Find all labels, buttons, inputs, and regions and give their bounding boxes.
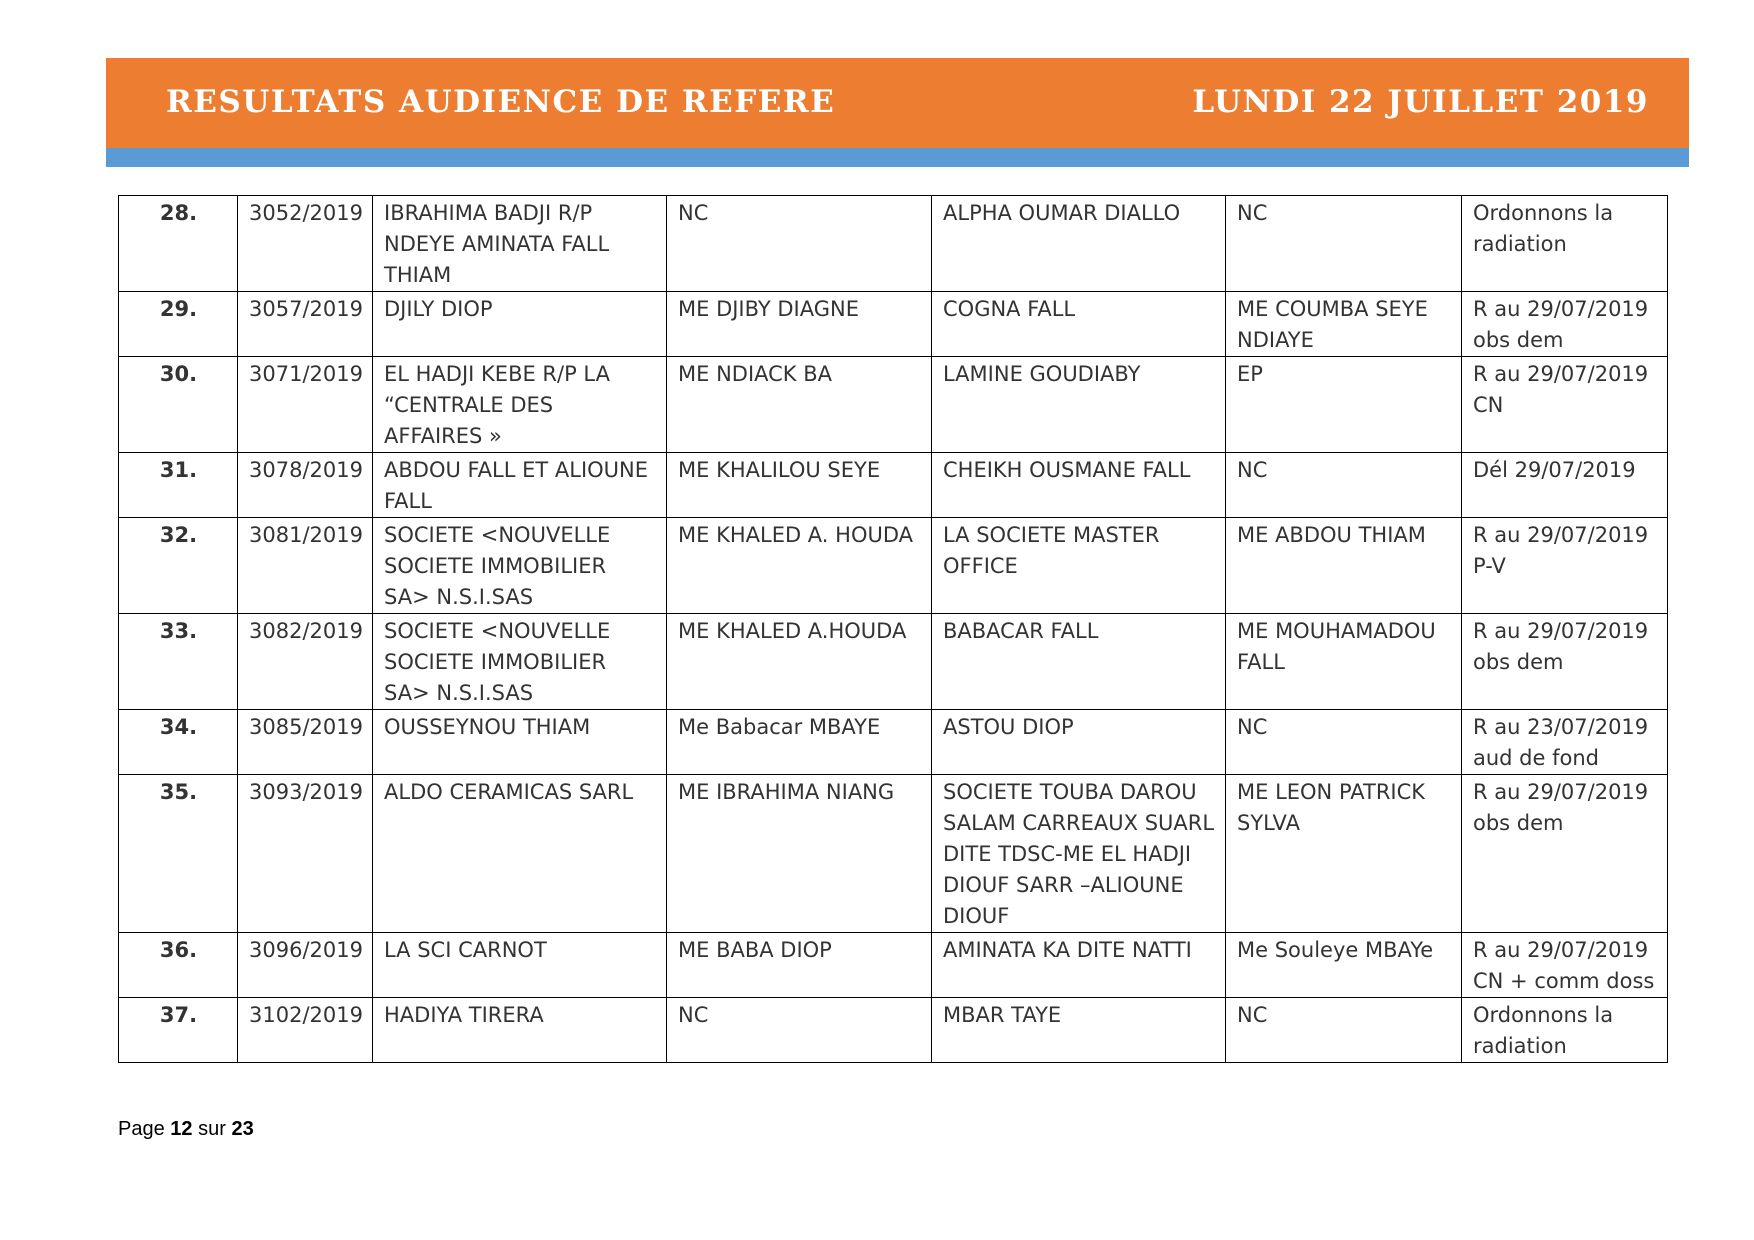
cell-defendant: AMINATA KA DITE NATTI [932, 933, 1226, 998]
cell-defendant: MBAR TAYE [932, 998, 1226, 1063]
cell-plaintiff: EL HADJI KEBE R/P LA “CENTRALE DES AFFAIRES » [373, 357, 667, 453]
cell-row-number: 28. [119, 196, 238, 292]
cell-plaintiff-lawyer: ME IBRAHIMA NIANG [667, 775, 932, 933]
cell-defendant: CHEIKH OUSMANE FALL [932, 453, 1226, 518]
cell-decision: R au 29/07/2019 obs dem [1462, 292, 1668, 357]
cell-plaintiff-lawyer: NC [667, 998, 932, 1063]
cell-plaintiff-lawyer: ME DJIBY DIAGNE [667, 292, 932, 357]
header-stripe [106, 148, 1689, 167]
cell-case-number: 3085/2019 [238, 710, 373, 775]
cell-plaintiff-lawyer: ME KHALILOU SEYE [667, 453, 932, 518]
cell-defendant-lawyer: NC [1226, 453, 1462, 518]
table-row [119, 998, 1668, 1063]
table-row [119, 357, 1668, 453]
cell-defendant-lawyer: ME LEON PATRICK SYLVA [1226, 775, 1462, 933]
table-row [119, 453, 1668, 518]
cell-row-number: 34. [119, 710, 238, 775]
cell-plaintiff-lawyer: ME NDIACK BA [667, 357, 932, 453]
cell-row-number: 29. [119, 292, 238, 357]
cell-case-number: 3057/2019 [238, 292, 373, 357]
cell-plaintiff-lawyer: NC [667, 196, 932, 292]
cell-case-number: 3071/2019 [238, 357, 373, 453]
cell-plaintiff-lawyer: ME BABA DIOP [667, 933, 932, 998]
table-row [119, 710, 1668, 775]
cell-defendant-lawyer: EP [1226, 357, 1462, 453]
cell-case-number: 3082/2019 [238, 614, 373, 710]
cell-defendant: LA SOCIETE MASTER OFFICE [932, 518, 1226, 614]
cell-plaintiff-lawyer: Me Babacar MBAYE [667, 710, 932, 775]
cell-plaintiff: HADIYA TIRERA [373, 998, 667, 1063]
cell-decision: R au 29/07/2019 P-V [1462, 518, 1668, 614]
cell-row-number: 36. [119, 933, 238, 998]
cell-defendant-lawyer: ME MOUHAMADOU FALL [1226, 614, 1462, 710]
cell-defendant-lawyer: NC [1226, 710, 1462, 775]
cell-plaintiff: SOCIETE <NOUVELLE SOCIETE IMMOBILIER SA> N.S.I.SAS [373, 518, 667, 614]
hearing-date: LUNDI 22 JUILLET 2019 [1192, 84, 1649, 120]
table-row [119, 518, 1668, 614]
cell-defendant: LAMINE GOUDIABY [932, 357, 1226, 453]
cell-defendant-lawyer: ME ABDOU THIAM [1226, 518, 1462, 614]
cell-plaintiff: IBRAHIMA BADJI R/P NDEYE AMINATA FALL THIAM [373, 196, 667, 292]
cell-case-number: 3052/2019 [238, 196, 373, 292]
cell-decision: R au 23/07/2019 aud de fond [1462, 710, 1668, 775]
cell-case-number: 3081/2019 [238, 518, 373, 614]
cell-decision: R au 29/07/2019 obs dem [1462, 614, 1668, 710]
cell-decision: R au 29/07/2019 CN + comm doss [1462, 933, 1668, 998]
cell-defendant: COGNA FALL [932, 292, 1226, 357]
table-row [119, 775, 1668, 933]
cell-defendant: SOCIETE TOUBA DAROU SALAM CARREAUX SUARL DITE TDSC-ME EL HADJI DIOUF SARR –ALIOUNE DIOUF [932, 775, 1226, 933]
table-row [119, 292, 1668, 357]
table-row [119, 614, 1668, 710]
cell-decision: Dél 29/07/2019 [1462, 453, 1668, 518]
table-row [119, 196, 1668, 292]
results-table-body [119, 196, 1668, 1063]
cell-defendant-lawyer: NC [1226, 196, 1462, 292]
cell-plaintiff-lawyer: ME KHALED A.HOUDA [667, 614, 932, 710]
cell-decision: R au 29/07/2019 CN [1462, 357, 1668, 453]
cell-defendant-lawyer: Me Souleye MBAYe [1226, 933, 1462, 998]
page-total: 23 [231, 1118, 254, 1140]
page-of-label: sur [198, 1118, 226, 1140]
cell-defendant: ASTOU DIOP [932, 710, 1226, 775]
page-current: 12 [170, 1118, 193, 1140]
document-title: RESULTATS AUDIENCE DE REFERE [166, 84, 836, 120]
cell-row-number: 37. [119, 998, 238, 1063]
cell-case-number: 3093/2019 [238, 775, 373, 933]
cell-plaintiff: ALDO CERAMICAS SARL [373, 775, 667, 933]
cell-defendant-lawyer: NC [1226, 998, 1462, 1063]
cell-defendant: BABACAR FALL [932, 614, 1226, 710]
cell-case-number: 3102/2019 [238, 998, 373, 1063]
page-footer [118, 1118, 254, 1141]
cell-decision: Ordonnons la radiation [1462, 196, 1668, 292]
cell-plaintiff: OUSSEYNOU THIAM [373, 710, 667, 775]
cell-decision: Ordonnons la radiation [1462, 998, 1668, 1063]
cell-row-number: 30. [119, 357, 238, 453]
cell-defendant-lawyer: ME COUMBA SEYE NDIAYE [1226, 292, 1462, 357]
header-bar [106, 58, 1689, 148]
cell-plaintiff: ABDOU FALL ET ALIOUNE FALL [373, 453, 667, 518]
cell-plaintiff-lawyer: ME KHALED A. HOUDA [667, 518, 932, 614]
table-row [119, 933, 1668, 998]
cell-plaintiff: DJILY DIOP [373, 292, 667, 357]
cell-case-number: 3096/2019 [238, 933, 373, 998]
cell-plaintiff: LA SCI CARNOT [373, 933, 667, 998]
cell-row-number: 31. [119, 453, 238, 518]
page-label: Page [118, 1118, 165, 1140]
cell-case-number: 3078/2019 [238, 453, 373, 518]
cell-defendant: ALPHA OUMAR DIALLO [932, 196, 1226, 292]
cell-decision: R au 29/07/2019 obs dem [1462, 775, 1668, 933]
cell-row-number: 35. [119, 775, 238, 933]
cell-row-number: 32. [119, 518, 238, 614]
cell-plaintiff: SOCIETE <NOUVELLE SOCIETE IMMOBILIER SA> N.S.I.SAS [373, 614, 667, 710]
results-table [118, 195, 1668, 1063]
cell-row-number: 33. [119, 614, 238, 710]
